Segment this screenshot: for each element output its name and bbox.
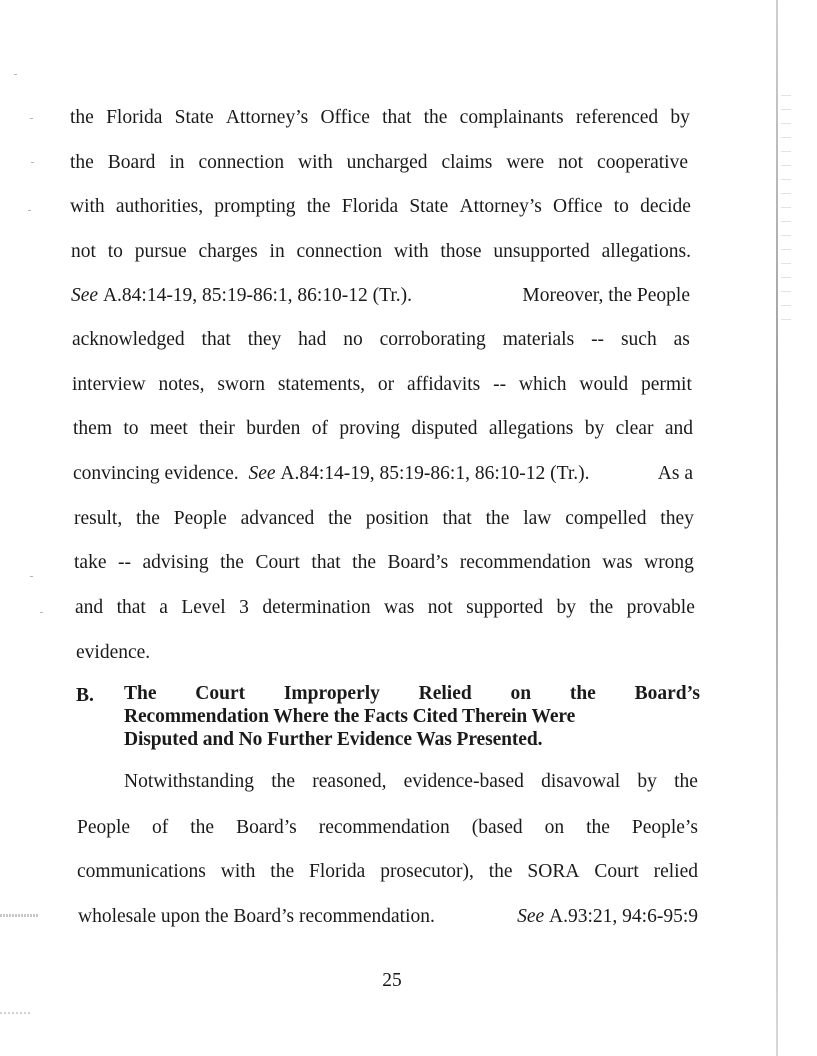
body-text: convincing evidence. bbox=[73, 463, 239, 484]
body-line-11 bbox=[74, 551, 694, 575]
body-line-1 bbox=[70, 106, 690, 130]
scan-speck bbox=[28, 210, 31, 211]
body-text: acknowledged that they had no corroborating materials -- such as bbox=[72, 329, 690, 350]
body-text: communications with the Florida prosecutor), the SORA Court relied bbox=[77, 861, 698, 882]
body-text: People of the Board’s recommendation (based on the People’s bbox=[77, 817, 698, 838]
body-text: with authorities, prompting the Florida State Attorney’s Office to decide bbox=[70, 196, 691, 217]
body-text: wholesale upon the Board’s recommendation. bbox=[78, 906, 435, 927]
scan-speck bbox=[31, 162, 34, 163]
scan-edge-line bbox=[776, 0, 778, 1056]
body-line-17 bbox=[78, 905, 698, 929]
see-signal: See bbox=[71, 285, 99, 306]
body-text: As a bbox=[657, 463, 693, 484]
body-line-14 bbox=[124, 770, 698, 794]
body-text: interview notes, sworn statements, or affidavits -- which would permit bbox=[72, 374, 692, 395]
section-heading-line-1 bbox=[124, 682, 700, 706]
body-text: take -- advising the Court that the Board’s recommendation was wrong bbox=[74, 552, 694, 573]
body-text: not to pursue charges in connection with those unsupported allegations. bbox=[71, 241, 691, 262]
body-line-7 bbox=[72, 373, 692, 397]
section-heading-line-2: Recommendation Where the Facts Cited Therein Were bbox=[124, 706, 576, 727]
scan-speck bbox=[30, 576, 33, 577]
heading-text: The Court Improperly Relied on the Board’s bbox=[124, 683, 700, 704]
body-text: the Board in connection with uncharged claims were not cooperative bbox=[70, 152, 688, 173]
body-line-5 bbox=[71, 284, 690, 308]
see-signal: See bbox=[517, 906, 545, 927]
body-line-4 bbox=[71, 240, 691, 264]
scan-edge-ticks bbox=[781, 95, 791, 325]
body-line-9 bbox=[73, 462, 693, 486]
body-text: Moreover, the People bbox=[522, 285, 690, 306]
body-line-6 bbox=[72, 328, 690, 352]
see-signal: See bbox=[248, 463, 276, 484]
body-line-13 bbox=[76, 641, 150, 665]
page-number: 25 bbox=[382, 970, 402, 991]
body-text: result, the People advanced the position that the law compelled they bbox=[74, 508, 694, 529]
scan-mark bbox=[0, 914, 38, 917]
body-line-16 bbox=[77, 860, 698, 884]
body-text: them to meet their burden of proving disputed allegations by clear and bbox=[73, 418, 693, 439]
scan-mark bbox=[0, 1012, 30, 1014]
record-citation: A.93:21, 94:6-95:9 bbox=[549, 906, 698, 927]
record-citation: A.84:14-19, 85:19-86:1, 86:10-12 (Tr.). bbox=[102, 285, 413, 306]
scan-speck bbox=[14, 74, 17, 75]
scan-speck bbox=[40, 612, 43, 613]
section-label: B. bbox=[76, 685, 94, 706]
body-line-10 bbox=[74, 507, 694, 531]
body-line-8 bbox=[73, 417, 693, 441]
record-citation: A.84:14-19, 85:19-86:1, 86:10-12 (Tr.). bbox=[280, 463, 590, 484]
body-line-3 bbox=[70, 195, 691, 219]
body-line-15 bbox=[77, 816, 698, 840]
body-text: Notwithstanding the reasoned, evidence-based disavowal by the bbox=[124, 771, 698, 792]
body-text: the Florida State Attorney’s Office that the complainants referenced by bbox=[70, 107, 690, 128]
body-line-12 bbox=[75, 596, 695, 620]
scan-speck bbox=[30, 118, 33, 119]
body-text: evidence. bbox=[76, 642, 151, 663]
section-heading-line-3: Disputed and No Further Evidence Was Presented. bbox=[124, 729, 543, 750]
body-text: and that a Level 3 determination was not supported by the provable bbox=[75, 597, 695, 618]
body-line-2 bbox=[70, 151, 688, 175]
